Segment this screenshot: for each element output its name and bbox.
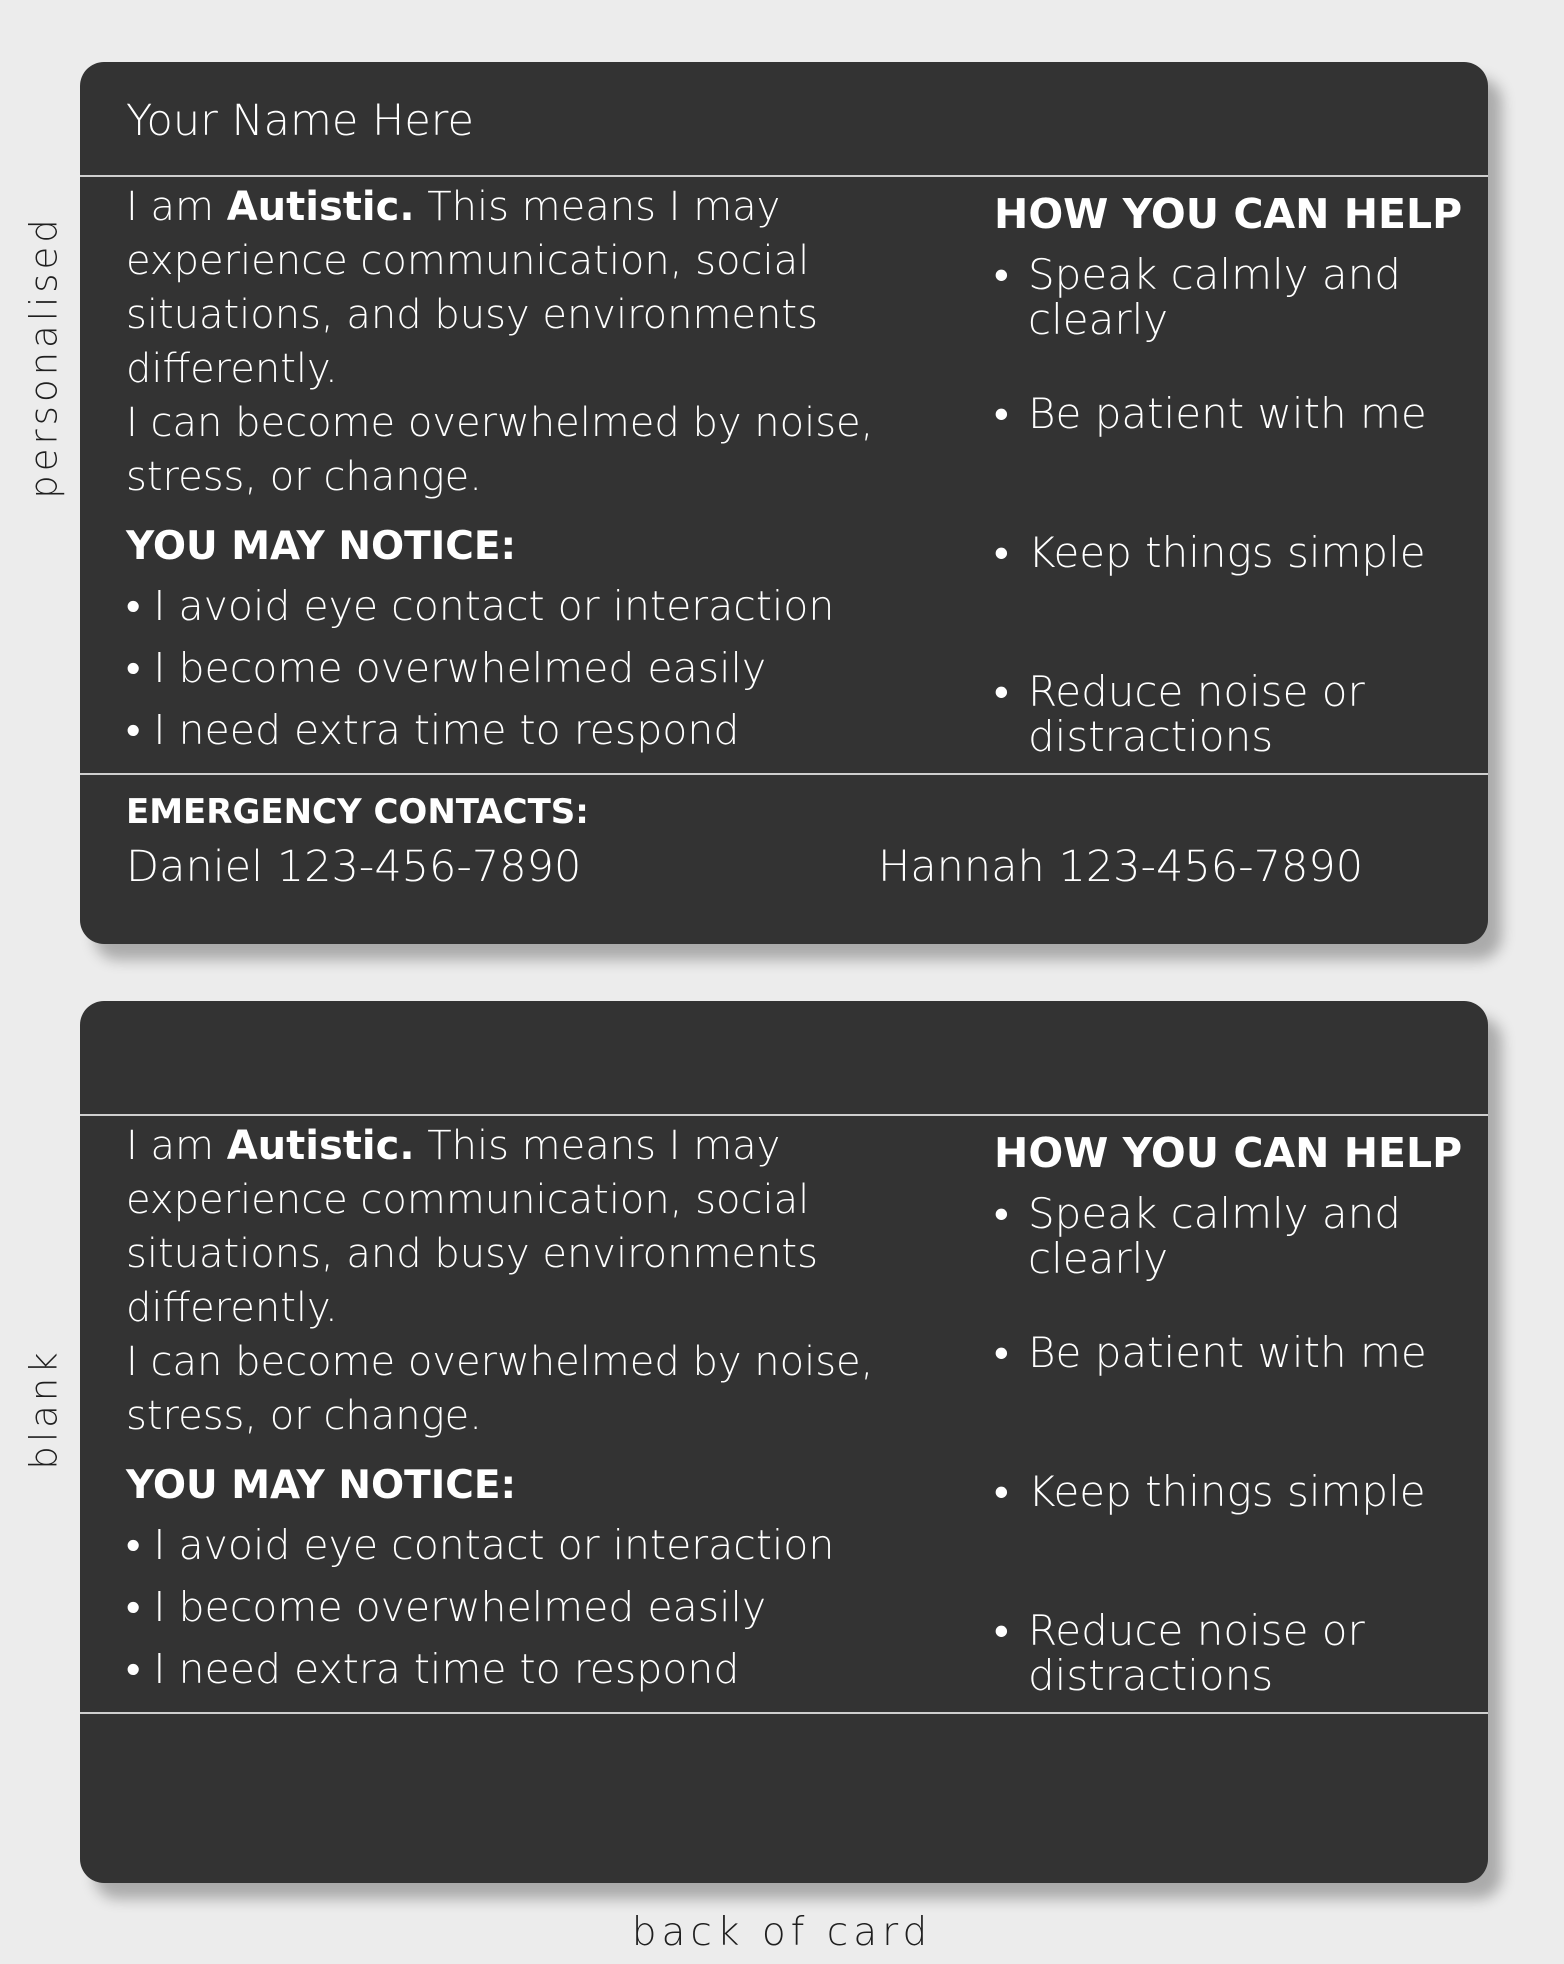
list-item: • Be patient with me — [994, 391, 1454, 530]
notice-list — [126, 1514, 834, 1700]
emergency-title: EMERGENCY CONTACTS: — [126, 792, 589, 832]
intro-second: I can become overwhelmed by noise, stress, or change. — [126, 1339, 874, 1439]
list-item: • I need extra time to respond — [126, 1645, 740, 1693]
blank-label: blank — [22, 1348, 66, 1470]
list-item: • I become overwhelmed easily — [126, 644, 767, 692]
list-item: • Reduce noise or distractions — [994, 669, 1454, 808]
divider — [80, 1712, 1488, 1714]
help-title: HOW YOU CAN HELP — [994, 1129, 1463, 1177]
caption: back of card — [631, 1910, 933, 1955]
list-item: • I avoid eye contact or interaction — [126, 1521, 835, 1569]
list-item: • Keep things simple — [994, 1469, 1454, 1608]
list-item: • I become overwhelmed easily — [126, 1583, 767, 1631]
list-item: • Be patient with me — [994, 1330, 1454, 1469]
emergency-contact-1: Daniel 123-456-7890 — [126, 842, 582, 892]
notice-title: YOU MAY NOTICE: — [126, 1463, 517, 1508]
emergency-contact-2: Hannah 123-456-7890 — [878, 842, 1364, 892]
notice-list — [126, 575, 834, 761]
intro-prefix: I am — [126, 184, 227, 230]
help-list — [994, 252, 1454, 808]
blank-card — [80, 1001, 1488, 1883]
intro-prefix: I am — [126, 1123, 227, 1169]
divider — [80, 175, 1488, 177]
list-item: • Speak calmly and clearly — [994, 252, 1454, 391]
help-list — [994, 1191, 1454, 1747]
intro-bold: Autistic. — [226, 1123, 415, 1169]
personalised-label: personalised — [22, 215, 66, 499]
list-item: • I avoid eye contact or interaction — [126, 582, 835, 630]
divider — [80, 1114, 1488, 1116]
intro-bold: Autistic. — [226, 184, 415, 230]
notice-title: YOU MAY NOTICE: — [126, 524, 517, 569]
cardholder-name: Your Name Here — [126, 96, 474, 146]
list-item: • Speak calmly and clearly — [994, 1191, 1454, 1330]
personalised-card — [80, 62, 1488, 944]
intro-second: I can become overwhelmed by noise, stress, or change. — [126, 400, 874, 500]
list-item: • Keep things simple — [994, 530, 1454, 669]
intro-text — [126, 180, 946, 504]
list-item: • Reduce noise or distractions — [994, 1608, 1454, 1747]
list-item: • I need extra time to respond — [126, 706, 740, 754]
intro-rest: This means I may experience communication, social situations, and busy environments differently. — [126, 184, 818, 392]
intro-rest: This means I may experience communication, social situations, and busy environments differently. — [126, 1123, 818, 1331]
divider — [80, 773, 1488, 775]
help-title: HOW YOU CAN HELP — [994, 190, 1463, 238]
intro-text — [126, 1119, 946, 1443]
